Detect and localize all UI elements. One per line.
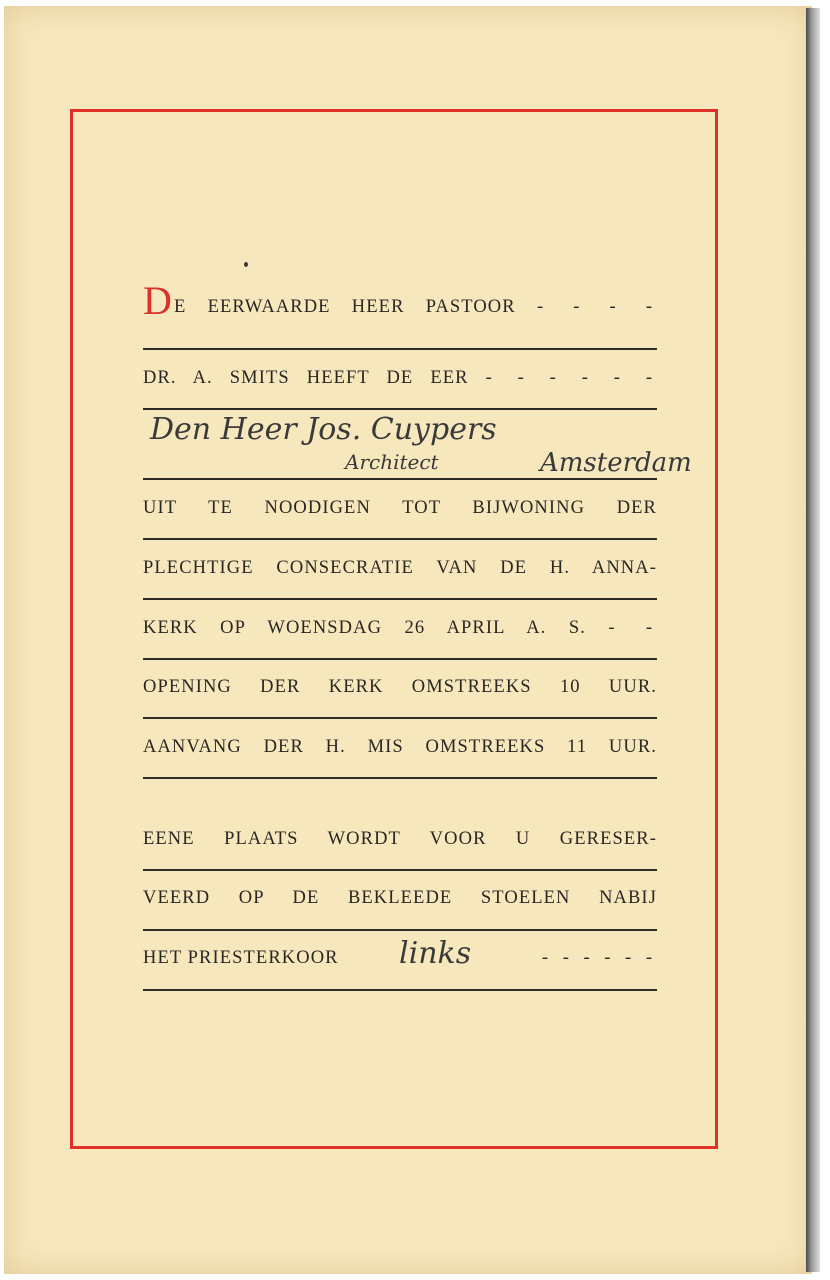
line9-text: EENE PLAATS WORDT VOOR U GERESER-: [143, 829, 657, 849]
rule: [143, 598, 657, 600]
line7-text: OPENING DER KERK OMSTREEKS 10 UUR.: [143, 677, 657, 697]
page-edge-shadow: [806, 8, 820, 1272]
handwritten-side: links: [399, 936, 472, 971]
rule: [143, 658, 657, 660]
line-plechtige: [143, 558, 657, 618]
line11-text: HET PRIESTERKOOR: [143, 948, 339, 968]
rule: [143, 408, 657, 410]
line6-text: KERK OP WOENSDAG 26 APRIL A. S.: [143, 618, 586, 638]
line10-text: VEERD OP DE BEKLEEDE STOELEN NABIJ: [143, 888, 657, 908]
rule: [143, 348, 657, 350]
rule: [143, 869, 657, 871]
rule: [143, 538, 657, 540]
line11-dashes: - - - - - -: [541, 948, 657, 968]
ink-spot: [244, 262, 248, 267]
line5-text: PLECHTIGE CONSECRATIE VAN DE H. ANNA-: [143, 558, 657, 578]
line-eene: [143, 829, 657, 889]
drop-cap: D: [143, 278, 173, 323]
rule: [143, 989, 657, 991]
line-priesterkoor: [143, 936, 657, 1008]
rule: [143, 929, 657, 931]
line8-text: AANVANG DER H. MIS OMSTREEKS 11 UUR.: [143, 737, 657, 757]
line-opening: [143, 677, 657, 737]
line-kerk: [143, 618, 657, 678]
line2-dashes: - - - - - -: [485, 368, 657, 388]
rule: [143, 478, 657, 480]
line6-dashes: - -: [608, 618, 657, 638]
line2-text: DR. A. SMITS HEEFT DE EER: [143, 368, 469, 388]
line1-dashes: - - - -: [536, 297, 657, 317]
line-uit: [143, 498, 657, 558]
handwritten-title: Architect: [345, 450, 439, 474]
line-aanvang: [143, 737, 657, 797]
line1-text: E EERWAARDE HEER PASTOOR: [174, 297, 516, 317]
rule: [143, 777, 657, 779]
handwritten-name: Den Heer Jos. Cuypers: [150, 412, 497, 447]
line-pastoor: [143, 278, 657, 346]
handwritten-city: Amsterdam: [540, 448, 692, 478]
rule: [143, 717, 657, 719]
line4-text: UIT TE NOODIGEN TOT BIJWONING DER: [143, 498, 657, 518]
